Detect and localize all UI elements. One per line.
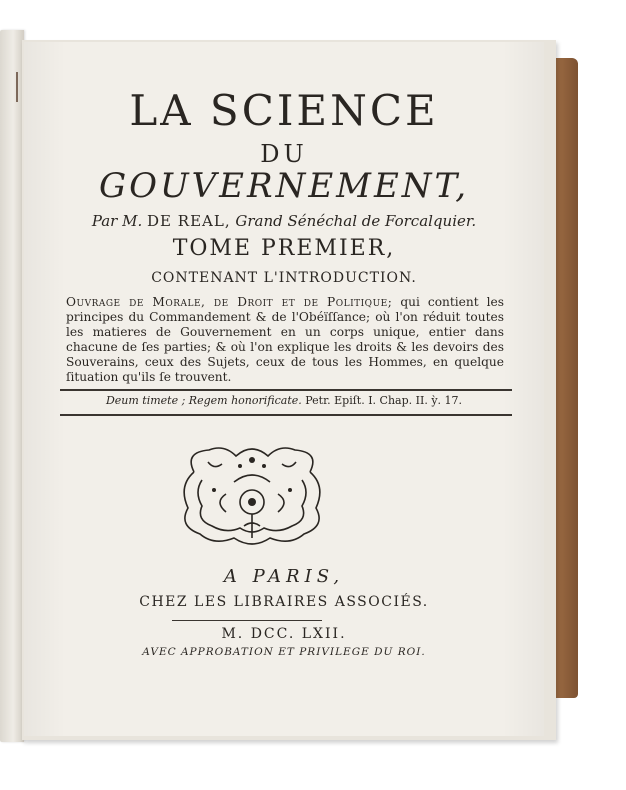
title-line-3: GOUVERNEMENT, <box>98 166 470 206</box>
contents-heading: CONTENANT L'INTRODUCTION. <box>151 270 417 286</box>
epigraph-quote: Deum timete ; Regem honorificate. <box>105 394 302 407</box>
printer-line: CHEZ LES LIBRAIRES ASSOCIÉS. <box>139 594 429 610</box>
imprint-rule <box>172 620 322 621</box>
cartouche-ornament-icon <box>174 442 330 552</box>
author-name: DE REAL, <box>147 212 231 230</box>
author-line <box>24 212 544 230</box>
epigraph-rule-bottom <box>60 414 512 416</box>
title-line-2: DU <box>260 140 308 168</box>
privilege-line: AVEC APPROBATION ET PRIVILEGE DU ROI. <box>142 646 426 658</box>
epigraph <box>24 394 544 407</box>
book-spine-edge <box>0 30 24 742</box>
description-lead: Ouvrage de Morale, de Droit et de Politique; <box>66 295 393 309</box>
publication-date: M. DCC. LXII. <box>221 626 347 642</box>
title-page <box>24 42 544 736</box>
volume-heading: TOME PREMIER, <box>172 236 396 261</box>
author-prefix: Par M. <box>91 212 143 230</box>
description-text: qui contient les principes du Commandement & de l'Obéïſſance; où l'on réduit toutes les matieres de Gouvernement en un corps unique, entier dans chacune de ſes parties; & où l'on explique les droits & les devoirs des Souverains, ceux des Sujets, ceux de tous les Hommes, en quelque ſituation qu'ils ſe trouvent. <box>66 295 504 384</box>
place-of-publication: A PARIS, <box>223 566 345 587</box>
epigraph-reference: Petr. Epiſt. I. Chap. II. ỳ. 17. <box>305 394 463 407</box>
bookmark-pin-icon <box>14 72 20 102</box>
description-paragraph <box>66 295 504 385</box>
epigraph-rule-top <box>60 389 512 391</box>
title-line-1: LA SCIENCE <box>129 86 439 135</box>
author-title: Grand Sénéchal de Forcalquier. <box>235 212 477 230</box>
